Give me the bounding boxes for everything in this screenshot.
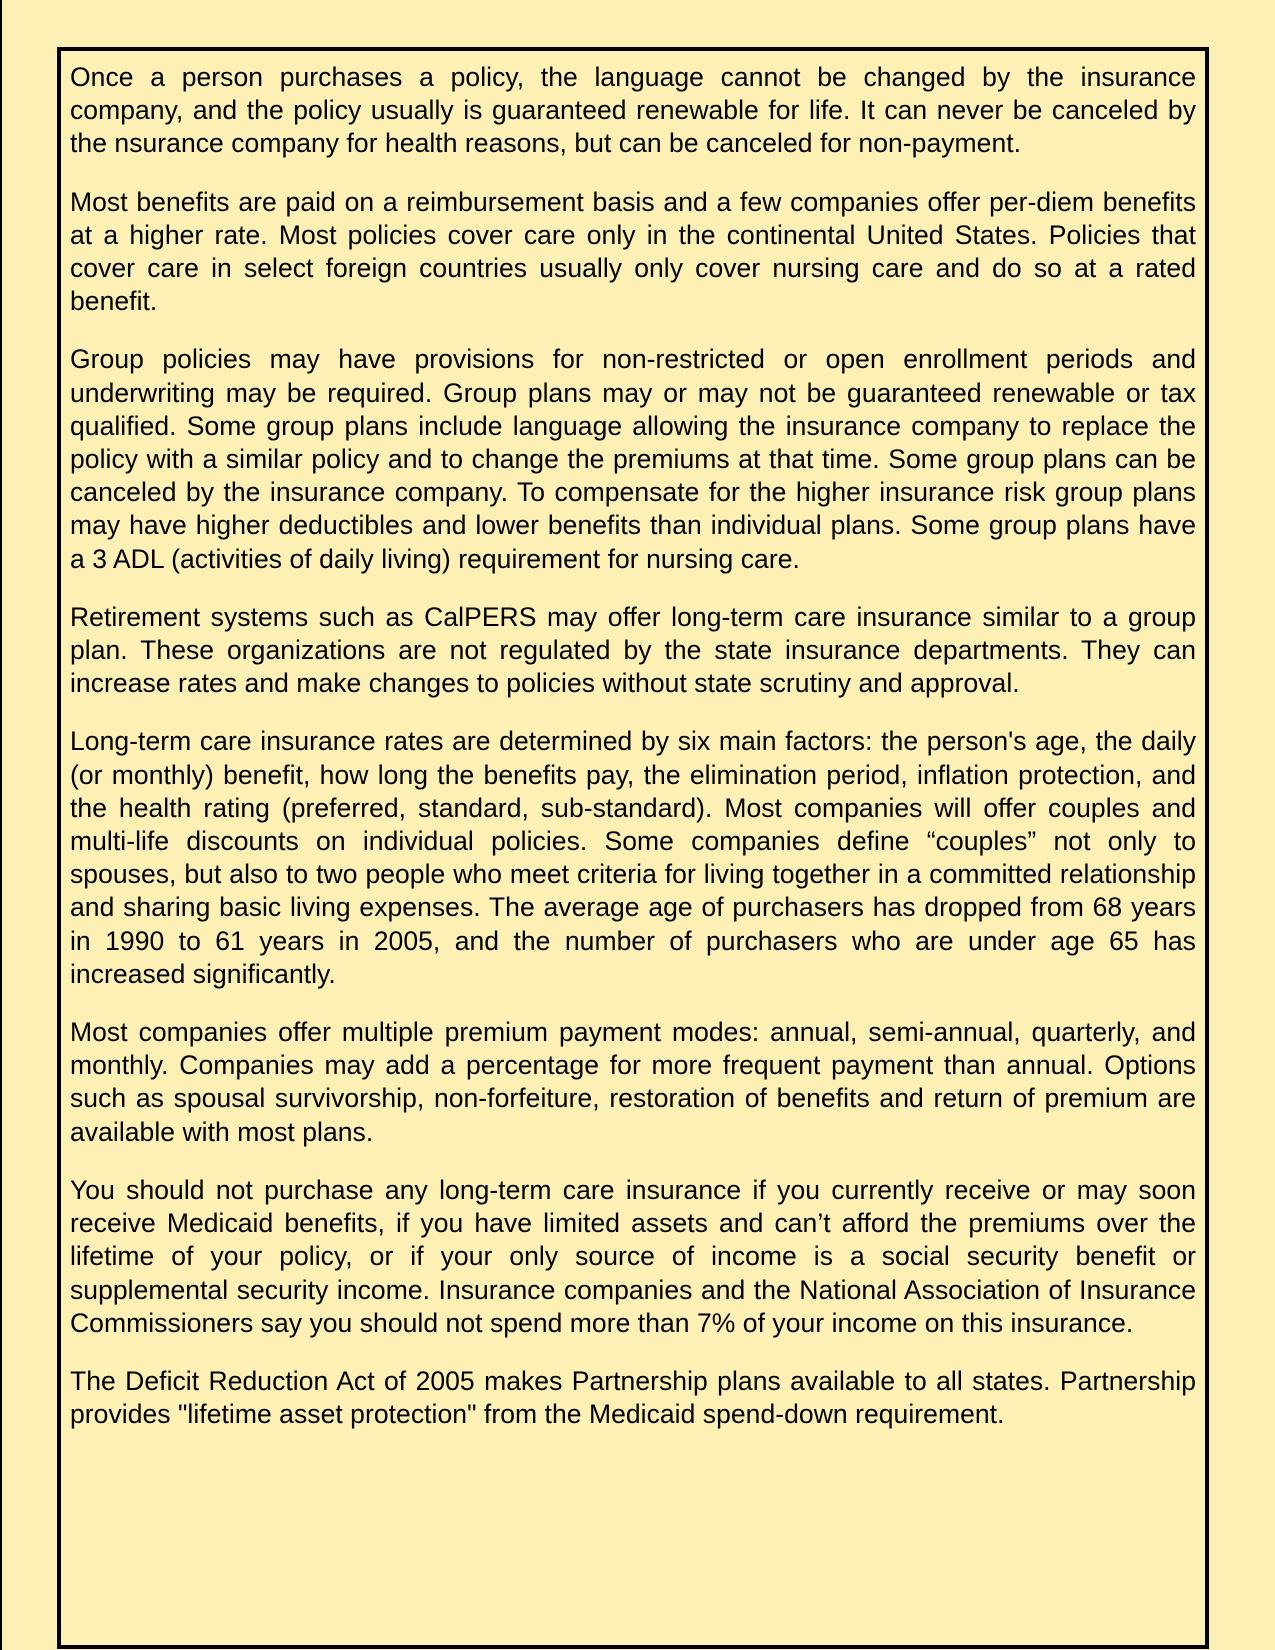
paragraph-benefits-basis: Most benefits are paid on a reimbursement basis and a few companies offer per-diem benefits at a higher rate. Most policies cover care only in the continental United States. Policies that cover care in select foreign countries usually only cover nursing care and do so at a rated benefit. bbox=[70, 186, 1196, 317]
paragraph-payment-modes: Most companies offer multiple premium payment modes: annual, semi-annual, quarterly, and monthly. Companies may add a percentage for more frequent payment than annual. Options such as spousal survivorship, non-forfeiture, restoration of benefits and return of premium are available with most plans. bbox=[70, 1017, 1196, 1147]
paragraph-deficit-reduction-act: The Deficit Reduction Act of 2005 makes Partnership plans available to all states. Partnership provides "lifetime asset protection" from the Medicaid spend-down requirement. bbox=[70, 1365, 1196, 1430]
paragraph-purchase-advice: You should not purchase any long-term care insurance if you currently receive or may soon receive Medicaid benefits, if you have limited assets and can’t afford the premiums over the lifetime of your policy, or if your only source of income is a social security benefit or supplemental security income. Insurance companies and the National Association of Insurance Commissioners say you should not spend more than 7% of your income on this insurance. bbox=[70, 1174, 1196, 1338]
content-box bbox=[57, 47, 1209, 1649]
page-edge-line bbox=[0, 0, 2, 1650]
paragraph-retirement-systems: Retirement systems such as CalPERS may offer long-term care insurance similar to a group plan. These organizations are not regulated by the state insurance departments. They can increase rates and make changes to policies without state scrutiny and approval. bbox=[70, 601, 1196, 699]
paragraph-group-policies: Group policies may have provisions for non-restricted or open enrollment periods and underwriting may be required. Group plans may or may not be guaranteed renewable or tax qualified. Some group plans include language allowing the insurance company to replace the policy with a similar policy and to change the premiums at that time. Some group plans can be canceled by the insurance company. To compensate for the higher insurance risk group plans may have higher deductibles and lower benefits than individual plans. Some group plans have a 3 ADL (activities of daily living) requirement for nursing care. bbox=[70, 344, 1196, 574]
paragraph-policy-language: Once a person purchases a policy, the language cannot be changed by the insurance company, and the policy usually is guaranteed renewable for life. It can never be canceled by the nsurance company for health reasons, but can be canceled for non-payment. bbox=[70, 62, 1196, 159]
paragraph-rate-factors: Long-term care insurance rates are determined by six main factors: the person's age, the daily (or monthly) benefit, how long the benefits pay, the elimination period, inflation protection, and the health rating (preferred, standard, sub-standard). Most companies will offer couples and multi-life discounts on individual policies. Some companies define “couples” not only to spouses, but also to two people who meet criteria for living together in a committed relationship and sharing basic living expenses. The average age of purchasers has dropped from 68 years in 1990 to 61 years in 2005, and the number of purchasers who are under age 65 has increased significantly. bbox=[70, 726, 1196, 989]
